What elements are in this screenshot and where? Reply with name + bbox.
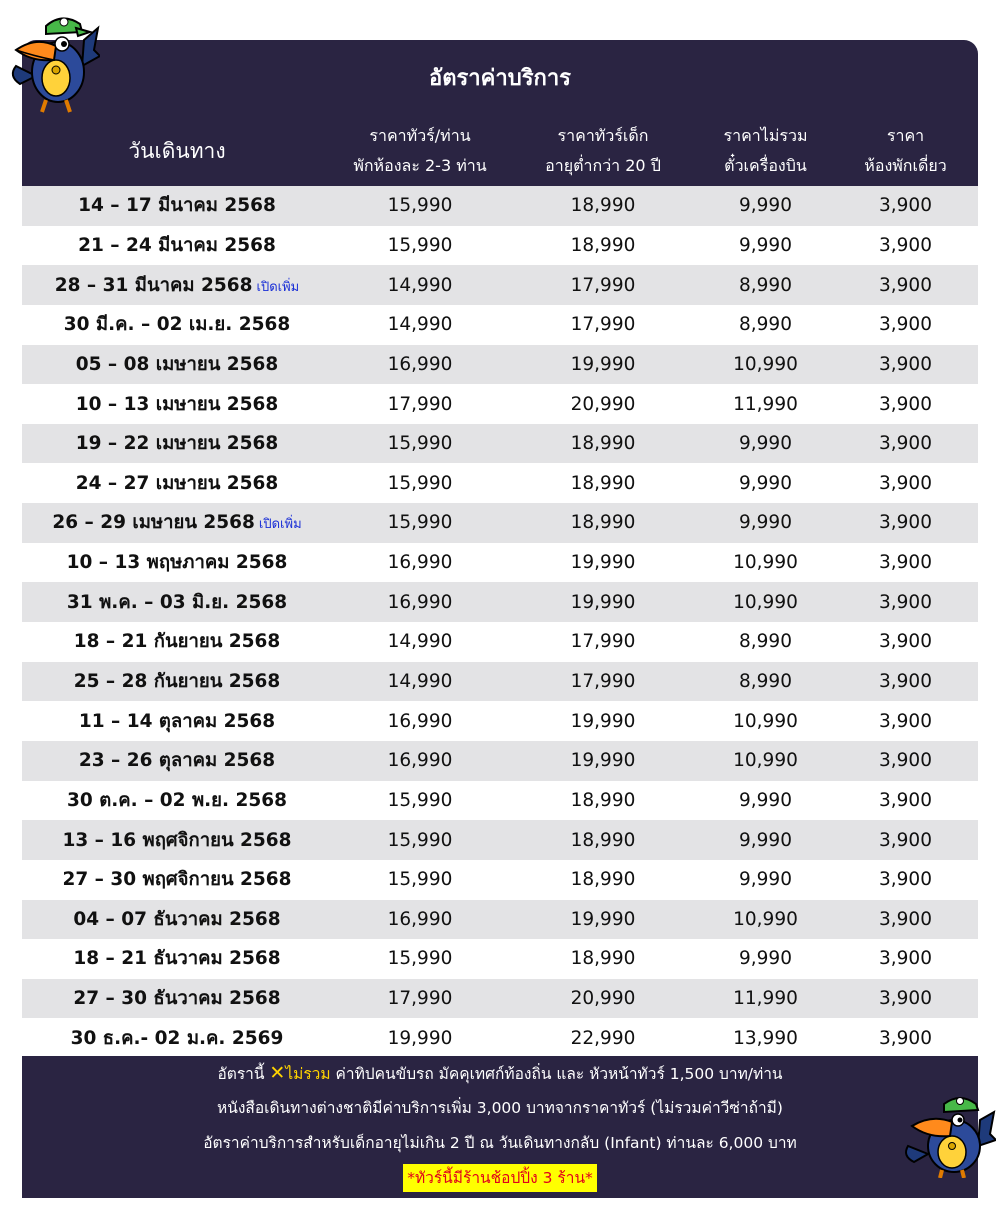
cell-no-flight-price <box>698 354 833 375</box>
cell-child-price-text: 20,990 <box>570 988 636 1010</box>
cell-adult-price <box>332 631 508 652</box>
table-row <box>22 226 978 266</box>
header-no-flight-line2: ตั๋วเครื่องบิน <box>724 156 807 175</box>
cell-date <box>22 865 332 894</box>
cell-adult-price-text: 16,990 <box>387 908 453 930</box>
cell-child-price-text: 19,990 <box>570 552 636 574</box>
cell-single-room-price-text: 3,900 <box>879 908 932 930</box>
cell-date <box>22 627 332 656</box>
cell-adult-price-text: 16,990 <box>387 591 453 613</box>
cell-child-price-text: 18,990 <box>570 948 636 970</box>
page-title: อัตราค่าบริการ <box>428 65 571 91</box>
cell-no-flight-price <box>698 830 833 851</box>
cell-adult-price-text: 16,990 <box>387 552 453 574</box>
header-date <box>22 116 332 186</box>
cell-date-text: 19 – 22 เมษายน 2568 <box>75 433 279 455</box>
cell-single-room-price-text: 3,900 <box>879 869 932 891</box>
cell-date <box>22 746 332 775</box>
cell-date <box>22 1024 332 1053</box>
cell-no-flight-price-text: 8,990 <box>739 671 792 692</box>
cell-no-flight-price <box>698 235 833 256</box>
cell-date <box>22 707 332 736</box>
cell-adult-price-text: 16,990 <box>387 750 453 772</box>
cell-adult-price <box>332 1028 508 1049</box>
note-line-4 <box>22 1161 978 1192</box>
cell-child-price <box>508 750 698 771</box>
cell-child-price <box>508 948 698 969</box>
toucan-mascot-icon <box>900 1090 996 1178</box>
cell-no-flight-price <box>698 275 833 296</box>
cell-date-text: 27 – 30 ธันวาคม 2568 <box>73 988 281 1010</box>
cell-single-room-price <box>833 1028 978 1049</box>
cell-child-price <box>508 631 698 652</box>
cell-child-price-text: 17,990 <box>570 314 636 336</box>
cell-no-flight-price-text: 9,990 <box>739 195 792 217</box>
cell-child-price <box>508 671 698 692</box>
cell-child-price <box>508 909 698 930</box>
cell-adult-price <box>332 433 508 454</box>
cell-date-text: 25 – 28 กันยายน 2568 <box>73 671 281 692</box>
table-header <box>22 116 978 186</box>
cell-no-flight-price-text: 9,990 <box>739 948 792 970</box>
table-row <box>22 424 978 464</box>
cell-adult-price <box>332 948 508 969</box>
cell-child-price-text: 19,990 <box>570 353 636 375</box>
cell-date <box>22 984 332 1013</box>
cell-adult-price-text: 17,990 <box>387 988 453 1010</box>
cell-date-text: 18 – 21 กันยายน 2568 <box>73 631 281 653</box>
cell-no-flight-price <box>698 631 833 652</box>
cell-no-flight-price-text: 10,990 <box>733 750 798 772</box>
cell-no-flight-price <box>698 195 833 216</box>
table-row <box>22 1018 978 1058</box>
table-row <box>22 860 978 900</box>
cell-child-price-text: 19,990 <box>570 908 636 930</box>
cell-child-price <box>508 394 698 415</box>
cell-date-text: 30 มี.ค. – 02 เม.ย. 2568 <box>63 314 291 336</box>
cell-child-price <box>508 988 698 1009</box>
cell-date <box>22 310 332 339</box>
cell-adult-price <box>332 394 508 415</box>
cell-no-flight-price <box>698 552 833 573</box>
cell-no-flight-price-text: 10,990 <box>733 908 798 930</box>
cell-adult-price-text: 14,990 <box>387 314 453 336</box>
cell-no-flight-price <box>698 750 833 771</box>
cell-adult-price-text: 15,990 <box>387 433 453 455</box>
cell-single-room-price-text: 3,900 <box>879 671 932 692</box>
cell-adult-price-text: 14,990 <box>387 631 453 653</box>
note-line-1 <box>22 1056 978 1091</box>
cell-child-price-text: 17,990 <box>570 274 636 296</box>
table-row <box>22 186 978 226</box>
cell-single-room-price-text: 3,900 <box>879 1027 932 1049</box>
note-line-2-text: หนังสือเดินทางต่างชาติมีค่าบริการเพิ่ม 3,000 บาทจากราคาทัวร์ (ไม่รวมค่าวีซ่าถ้ามี) <box>217 1099 783 1117</box>
cell-child-price <box>508 592 698 613</box>
cell-single-room-price <box>833 235 978 256</box>
cell-no-flight-price-text: 9,990 <box>739 829 792 851</box>
cell-no-flight-price <box>698 473 833 494</box>
cell-adult-price-text: 15,990 <box>387 472 453 494</box>
cell-single-room-price-text: 3,900 <box>879 631 932 653</box>
cell-no-flight-price <box>698 869 833 890</box>
cell-single-room-price <box>833 195 978 216</box>
cell-adult-price-text: 15,990 <box>387 869 453 891</box>
cell-no-flight-price <box>698 512 833 533</box>
cell-no-flight-price <box>698 433 833 454</box>
cell-no-flight-price <box>698 948 833 969</box>
table-row <box>22 345 978 385</box>
cell-adult-price-text: 15,990 <box>387 512 453 534</box>
cell-no-flight-price-text: 8,990 <box>739 314 792 336</box>
cell-date <box>22 508 332 537</box>
cell-adult-price <box>332 552 508 573</box>
cell-date-text: 30 ต.ค. – 02 พ.ย. 2568 <box>67 789 287 811</box>
header-date-label: วันเดินทาง <box>128 139 226 163</box>
cell-date-text: 18 – 21 ธันวาคม 2568 <box>73 948 281 970</box>
cell-child-price-text: 17,990 <box>570 631 636 653</box>
cell-child-price <box>508 830 698 851</box>
cell-date-text: 27 – 30 พฤศจิกายน 2568 <box>62 869 292 891</box>
cell-adult-price <box>332 909 508 930</box>
cell-single-room-price <box>833 552 978 573</box>
cell-adult-price <box>332 473 508 494</box>
cell-adult-price <box>332 711 508 732</box>
cell-adult-price-text: 17,990 <box>387 393 453 415</box>
cell-date <box>22 390 332 419</box>
cell-date <box>22 191 332 220</box>
table-row <box>22 900 978 940</box>
extra-departure-badge: เปิดเพิ่ม <box>258 517 302 533</box>
cell-adult-price <box>332 275 508 296</box>
header-child <box>508 116 698 186</box>
cell-no-flight-price <box>698 711 833 732</box>
table-row <box>22 781 978 821</box>
cell-date-text: 28 – 31 มีนาคม 2568 <box>54 274 253 296</box>
cell-single-room-price-text: 3,900 <box>879 433 932 455</box>
cell-adult-price <box>332 195 508 216</box>
cell-adult-price <box>332 671 508 692</box>
cell-single-room-price-text: 3,900 <box>879 195 932 217</box>
cell-single-room-price <box>833 631 978 652</box>
cell-date-text: 10 – 13 เมษายน 2568 <box>75 393 279 415</box>
cell-no-flight-price-text: 8,990 <box>739 631 792 653</box>
note-excluded-label: ไม่รวม <box>285 1065 331 1083</box>
cell-no-flight-price-text: 10,990 <box>733 710 798 732</box>
cell-adult-price-text: 14,990 <box>387 274 453 296</box>
cell-child-price-text: 19,990 <box>570 710 636 732</box>
cell-adult-price-text: 16,990 <box>387 353 453 375</box>
cell-single-room-price <box>833 869 978 890</box>
cell-date-text: 14 – 17 มีนาคม 2568 <box>78 195 276 217</box>
cell-child-price <box>508 552 698 573</box>
cell-no-flight-price-text: 13,990 <box>733 1027 798 1049</box>
cell-date <box>22 944 332 973</box>
cell-no-flight-price <box>698 1028 833 1049</box>
cell-date-text: 10 – 13 พฤษภาคม 2568 <box>66 552 288 574</box>
cell-no-flight-price-text: 10,990 <box>733 552 798 574</box>
cell-child-price-text: 18,990 <box>570 789 636 811</box>
cell-adult-price <box>332 750 508 771</box>
cell-adult-price <box>332 869 508 890</box>
cell-child-price <box>508 354 698 375</box>
cell-no-flight-price-text: 10,990 <box>733 591 798 613</box>
cell-date <box>22 786 332 815</box>
cell-no-flight-price-text: 11,990 <box>733 393 798 415</box>
cell-adult-price <box>332 988 508 1009</box>
cell-adult-price-text: 15,990 <box>387 829 453 851</box>
cell-no-flight-price <box>698 671 833 692</box>
cell-adult-price <box>332 314 508 335</box>
cell-adult-price-text: 14,990 <box>387 671 453 692</box>
table-row <box>22 741 978 781</box>
cell-date-text: 13 – 16 พฤศจิกายน 2568 <box>62 829 292 851</box>
cell-date-text: 05 – 08 เมษายน 2568 <box>75 353 279 375</box>
cell-date <box>22 667 332 696</box>
cell-no-flight-price <box>698 988 833 1009</box>
note-line-2 <box>22 1091 978 1126</box>
cell-date <box>22 588 332 617</box>
cell-adult-price <box>332 354 508 375</box>
table-row <box>22 463 978 503</box>
cell-date <box>22 826 332 855</box>
cell-adult-price <box>332 830 508 851</box>
cell-no-flight-price-text: 10,990 <box>733 353 798 375</box>
header-single-line1: ราคา <box>886 126 925 145</box>
cell-single-room-price <box>833 354 978 375</box>
cell-adult-price-text: 15,990 <box>387 234 453 256</box>
cell-no-flight-price <box>698 394 833 415</box>
table-row <box>22 305 978 345</box>
cell-no-flight-price <box>698 314 833 335</box>
table-row <box>22 384 978 424</box>
cell-single-room-price <box>833 909 978 930</box>
cell-adult-price-text: 15,990 <box>387 195 453 217</box>
cell-date <box>22 350 332 379</box>
cell-date-text: 30 ธ.ค.- 02 ม.ค. 2569 <box>70 1027 284 1049</box>
cell-no-flight-price-text: 9,990 <box>739 789 792 811</box>
cell-child-price <box>508 314 698 335</box>
cell-single-room-price-text: 3,900 <box>879 829 932 851</box>
cell-no-flight-price-text: 9,990 <box>739 472 792 494</box>
table-row <box>22 979 978 1019</box>
cell-date <box>22 429 332 458</box>
extra-departure-badge: เปิดเพิ่ม <box>256 279 300 295</box>
price-table-body <box>22 186 978 1058</box>
cell-child-price-text: 20,990 <box>570 393 636 415</box>
cell-child-price-text: 19,990 <box>570 591 636 613</box>
cell-adult-price <box>332 512 508 533</box>
header-adult-line1: ราคาทัวร์/ท่าน <box>369 126 471 145</box>
cell-date-text: 24 – 27 เมษายน 2568 <box>75 472 279 494</box>
cell-child-price <box>508 512 698 533</box>
cell-child-price <box>508 235 698 256</box>
cell-single-room-price-text: 3,900 <box>879 393 932 415</box>
cell-single-room-price <box>833 512 978 533</box>
table-row <box>22 939 978 979</box>
page-title-bar <box>22 40 978 116</box>
note-line-1-text: ค่าทิปคนขับรถ มัคคุเทศก์ท้องถิ่น และ หัวหน้าทัวร์ 1,500 บาท/ท่าน <box>335 1065 783 1083</box>
cell-single-room-price-text: 3,900 <box>879 948 932 970</box>
cell-no-flight-price <box>698 909 833 930</box>
note-line-3-text: อัตราค่าบริการสำหรับเด็กอายุไม่เกิน 2 ปี ณ วันเดินทางกลับ (Infant) ท่านละ 6,000 บาท <box>203 1134 797 1152</box>
cell-date-text: 04 – 07 ธันวาคม 2568 <box>73 908 281 930</box>
cell-single-room-price-text: 3,900 <box>879 314 932 336</box>
cell-adult-price-text: 16,990 <box>387 710 453 732</box>
cell-single-room-price <box>833 830 978 851</box>
cell-single-room-price <box>833 750 978 771</box>
cell-child-price <box>508 790 698 811</box>
cell-no-flight-price-text: 11,990 <box>733 988 798 1010</box>
header-adult <box>332 116 508 186</box>
cell-child-price <box>508 711 698 732</box>
cell-single-room-price <box>833 790 978 811</box>
cell-no-flight-price <box>698 592 833 613</box>
cell-adult-price-text: 15,990 <box>387 789 453 811</box>
cell-single-room-price-text: 3,900 <box>879 274 932 296</box>
cell-date-text: 23 – 26 ตุลาคม 2568 <box>78 750 276 772</box>
header-adult-line2: พักห้องละ 2-3 ท่าน <box>353 156 487 175</box>
toucan-mascot-icon <box>6 6 100 118</box>
cell-adult-price <box>332 235 508 256</box>
header-no-flight <box>698 116 833 186</box>
header-no-flight-line1: ราคาไม่รวม <box>723 126 808 145</box>
cell-date <box>22 548 332 577</box>
cell-child-price <box>508 473 698 494</box>
table-row <box>22 820 978 860</box>
cell-date-text: 31 พ.ค. – 03 มิ.ย. 2568 <box>66 591 288 613</box>
cell-single-room-price <box>833 433 978 454</box>
cell-no-flight-price-text: 8,990 <box>739 274 792 296</box>
cell-child-price-text: 18,990 <box>570 829 636 851</box>
cell-single-room-price-text: 3,900 <box>879 552 932 574</box>
cell-single-room-price <box>833 275 978 296</box>
cell-date <box>22 271 332 300</box>
cell-date-text: 21 – 24 มีนาคม 2568 <box>78 234 276 256</box>
cell-child-price <box>508 433 698 454</box>
cell-single-room-price <box>833 314 978 335</box>
cell-adult-price <box>332 592 508 613</box>
table-row <box>22 265 978 305</box>
cell-single-room-price-text: 3,900 <box>879 750 932 772</box>
cell-child-price <box>508 869 698 890</box>
cell-single-room-price <box>833 473 978 494</box>
cell-single-room-price-text: 3,900 <box>879 234 932 256</box>
cell-single-room-price <box>833 948 978 969</box>
cross-icon: ✕ <box>269 1062 286 1084</box>
note-prefix: อัตรานี้ <box>217 1065 265 1083</box>
note-line-3 <box>22 1126 978 1161</box>
shopping-highlight: *ทัวร์นี้มีร้านช้อปปิ้ง 3 ร้าน* <box>403 1164 597 1192</box>
cell-single-room-price <box>833 394 978 415</box>
cell-no-flight-price-text: 9,990 <box>739 433 792 455</box>
cell-child-price-text: 19,990 <box>570 750 636 772</box>
cell-single-room-price-text: 3,900 <box>879 353 932 375</box>
cell-child-price <box>508 1028 698 1049</box>
cell-date <box>22 231 332 260</box>
cell-single-room-price-text: 3,900 <box>879 512 932 534</box>
header-single <box>833 116 978 186</box>
cell-child-price-text: 18,990 <box>570 512 636 534</box>
cell-single-room-price <box>833 671 978 692</box>
cell-single-room-price <box>833 711 978 732</box>
cell-child-price-text: 17,990 <box>570 671 636 692</box>
cell-single-room-price-text: 3,900 <box>879 710 932 732</box>
header-child-line2: อายุต่ำกว่า 20 ปี <box>545 156 661 175</box>
cell-child-price-text: 18,990 <box>570 234 636 256</box>
cell-single-room-price <box>833 592 978 613</box>
table-row <box>22 582 978 622</box>
cell-child-price-text: 18,990 <box>570 195 636 217</box>
cell-single-room-price <box>833 988 978 1009</box>
cell-date-text: 26 – 29 เมษายน 2568 <box>52 512 255 534</box>
table-row <box>22 662 978 702</box>
cell-adult-price-text: 15,990 <box>387 948 453 970</box>
cell-single-room-price-text: 3,900 <box>879 789 932 811</box>
table-row <box>22 701 978 741</box>
cell-child-price-text: 18,990 <box>570 472 636 494</box>
table-row <box>22 543 978 583</box>
cell-no-flight-price-text: 9,990 <box>739 234 792 256</box>
cell-child-price-text: 18,990 <box>570 869 636 891</box>
cell-date <box>22 905 332 934</box>
cell-no-flight-price-text: 9,990 <box>739 869 792 891</box>
cell-single-room-price-text: 3,900 <box>879 472 932 494</box>
cell-date-text: 11 – 14 ตุลาคม 2568 <box>78 710 276 732</box>
cell-adult-price-text: 19,990 <box>387 1027 453 1049</box>
cell-child-price-text: 22,990 <box>570 1027 636 1049</box>
cell-single-room-price-text: 3,900 <box>879 591 932 613</box>
cell-adult-price <box>332 790 508 811</box>
cell-child-price <box>508 195 698 216</box>
table-row <box>22 503 978 543</box>
cell-single-room-price-text: 3,900 <box>879 988 932 1010</box>
table-row <box>22 622 978 662</box>
cell-date <box>22 469 332 498</box>
notes-box <box>22 1056 978 1198</box>
cell-no-flight-price <box>698 790 833 811</box>
cell-no-flight-price-text: 9,990 <box>739 512 792 534</box>
header-child-line1: ราคาทัวร์เด็ก <box>557 126 649 145</box>
header-single-line2: ห้องพักเดี่ยว <box>864 156 947 175</box>
cell-child-price <box>508 275 698 296</box>
cell-child-price-text: 18,990 <box>570 433 636 455</box>
